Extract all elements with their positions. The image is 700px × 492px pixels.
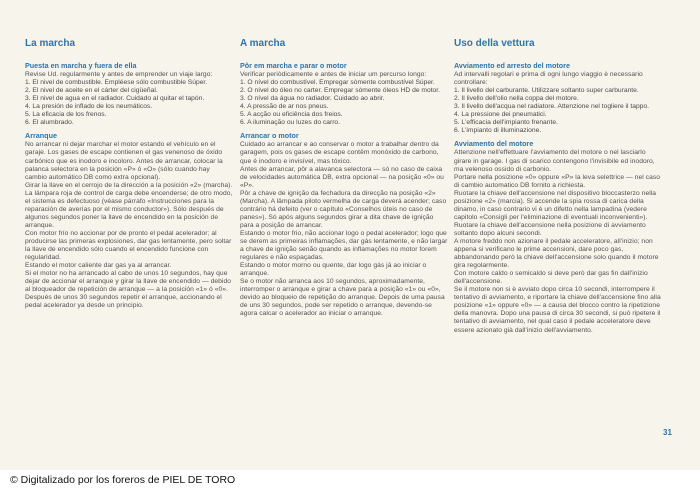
column-title: La marcha [25, 38, 76, 49]
paragraph: Ad intervalli regolari e prima di ogni lungo viaggio è necessario controllare: [454, 71, 643, 87]
paragraph: Portare nella posizione «0» oppure «P» la leva selettrice — nel caso di cambio automatico DB fornito a richiesta. [454, 173, 661, 189]
paragraph: Girar la llave en el cerrojo de la dirección a la posición «2» (marcha). La lámpara roja de control de carga debe encenderse; de otro modo, el sistema es defectuoso (véase párrafo «Instrucciones para la reparación de averías por el mismo conductor»). Sólo después de algunos segundos poner la llave de encendido en la posición de arranque. [25, 181, 233, 229]
checklist [240, 79, 448, 127]
list-item: 4. La pressione dei pneumatici. [454, 111, 547, 119]
paragraph: No arrancar ni dejar marchar el motor estando el vehículo en el garaje. Los gases de escape contienen el gas venenoso de óxido carbónico que es inodoro e incoloro. Antes de arrancar, colocar la palanca selectora en la posición «P» ó «O» (sólo cuando hay cambio automático DB como extra opcional). [25, 141, 223, 181]
footer-credit: © Digitalizado por los foreros de PIEL DE TORO [10, 474, 236, 486]
column-title: A marcha [240, 38, 286, 49]
list-item: 3. Il livello dell'acqua nel radiatore. Attenzione nel togliere il tappo. [454, 103, 649, 111]
list-item: 4. La presión de inflado de los neumáticos. [25, 103, 153, 111]
list-item: 6. El alumbrado. [25, 119, 74, 127]
list-item: 2. O nível do óleo no carter. Empregar sòmente óleos HD de motor. [240, 87, 440, 95]
paragraph: Verificar periòdicamente e antes de iniciar um percurso longo: [240, 71, 427, 79]
list-item: 4. A pressão de ar nos pneus. [240, 103, 329, 111]
column-portuguese [240, 38, 448, 318]
list-item: 1. El nivel de combustible. Empléese sólo combustible Súper. [25, 79, 208, 87]
list-item: 3. El nivel de agua en el radiador. Cuidado al quitar el tapón. [25, 95, 205, 103]
list-item: 1. O nível do combustível. Empregar sòmente combustível Súper. [240, 79, 435, 87]
paragraph: Con motore caldo o semicaldo si deve però dar gas fin dall'inizio dell'accensione. [454, 270, 648, 286]
paragraph: Antes de arrancar, pôr a alavanca selectora — só no caso de caixa de velocidades automática DB, extra opcional — na posição «0» ou «P». [240, 165, 444, 189]
list-item: 5. L'efficacia dell'impianto frenante. [454, 119, 558, 127]
paragraph: Si el motor no ha arrancado al cabo de unos 10 segundos, hay que dejar de accionar el arranque y girar la llave de encendido — debido al bloqueador de repetición de arranque — a la posición «1» ó «0». Después de unos 30 segundos repetir el arranque, accionando el pedal acelerador ya desde un principio. [25, 270, 232, 310]
paragraph: Cuidado ao arrancar e ao conservar o motor a trabalhar dentro da garagem, pois os gases de escape contêm monóxido de carbono, que é inodoro e invisível, mas tóxico. [240, 141, 439, 165]
paragraph: Con motor frío no accionar por de pronto el pedal acelerador; al producirse las primeras explosiones, dar gas lentamente, pero soltar la llave de encendido sólo cuando el encendido funcione con regularidad. [25, 229, 232, 262]
column-italian [454, 38, 662, 335]
section-heading: Avviamento del motore [454, 139, 534, 149]
paragraph: Estando el motor caliente dar gas ya al arrancar. [25, 262, 172, 270]
section-heading: Arrancar o motor [240, 131, 299, 141]
list-item: 6. L'impianto di illuminazione. [454, 127, 542, 135]
section-heading: Pôr em marcha e parar o motor [240, 61, 347, 70]
list-item: 2. Il livello dell'olio nella coppa del motore. [454, 95, 579, 103]
list-item: 5. A acção ou eficiência dos freios. [240, 111, 343, 119]
paragraph: Attenzione nell'effettuare l'avviamento del motore o nel lasciarlo girare in garage. I gas di scarico contengono l'invisibile ed inodoro, ma velenoso ossido di carbonio. [454, 149, 655, 173]
section-heading: Avviamento ed arresto del motore [454, 61, 570, 70]
list-item: 6. A iluminação ou luzes do carro. [240, 119, 340, 127]
list-item: 1. Il livello del carburante. Utilizzare soltanto super carburante. [454, 87, 639, 95]
paragraph: Ruotare la chiave dell'accensione nel dispositivo bloccasterzo nella posizione «2» (marcia). Si accende la spia rossa di carica della dinamo, in caso contrario vi è un difetto nella lampadina (vedere capitolo «Consigli per l'eliminazione di eventuali inconvenienti»). Ruotare la chiave dell'accensione nella posizione di avviamento soltanto dopo alcuni secondi. [454, 189, 657, 237]
page-number: 31 [663, 428, 672, 437]
checklist [454, 87, 662, 135]
section-heading: Puesta en marcha y fuera de ella [25, 61, 137, 70]
column-spanish [25, 38, 233, 310]
footer-bar [0, 470, 700, 492]
paragraph: Se o motor não arranca aos 10 segundos, aproximadamente, interromper o arranque e girar a chave para a posição «1» ou «0», devido ao bloqueio de repetição do arranque. Depois de uma pausa de uns 30 segundos, pode ser repetido o arranque, devendo-se agora calcar o acelerador ao iniciar o arranque. [240, 278, 445, 318]
paragraph: Se il motore non si è avviato dopo circa 10 secondi, interrompere il tentativo di avviamento, e riportare la chiave dell'accensione fino alla posizione «1» oppure «0» — a causa del blocco contro la ripetizione della manovra. Dopo una pausa di circa 30 secondi, si può ripetere il tentativo di avviamento, nel qual caso il pedale acceleratore deve essere azionato già dall'inizio dell'avviamento. [454, 286, 661, 334]
list-item: 2. El nivel de aceite en el cárter del cigüeñal. [25, 87, 158, 95]
list-item: 3. O nível da água no radiador. Cuidado ao abrir. [240, 95, 385, 103]
checklist [25, 79, 233, 127]
paragraph: Pôr a chave de ignição da fechadura da direcção na posição «2» (Marcha). A lâmpada piloto vermelha de carga deverá acender; caso contrário há defeito (ver o capítulo «Conselhos úteis no caso de panes»). Só após alguns segundos girar a dita chave de ignição para a posição de arrancar. [240, 189, 447, 229]
paragraph: Estando o motor morno ou quente, dar logo gás já ao iniciar o arranque. [240, 262, 427, 278]
section-heading: Arranque [25, 131, 57, 141]
list-item: 5. La eficacia de los frenos. [25, 111, 107, 119]
paragraph: A motore freddo non azionare il pedale acceleratore, all'inizio; non appena si verificano le prime accensioni, dare poco gas, abbandonando però la chiave dell'accensione solo quando il motore gira regolarmente. [454, 237, 659, 270]
paragraph: Estando o motor frio, não accionar logo o pedal acelerador; logo que se derem as primeiras inflamações, dar gás lentamente, e não largar a chave de ignição senão quando as inflamações no motor forem regulares e não espaçadas. [240, 229, 448, 262]
paragraph: Revise Ud. regularmente y antes de emprender un viaje largo: [25, 71, 213, 79]
column-title: Uso della vettura [454, 38, 535, 49]
